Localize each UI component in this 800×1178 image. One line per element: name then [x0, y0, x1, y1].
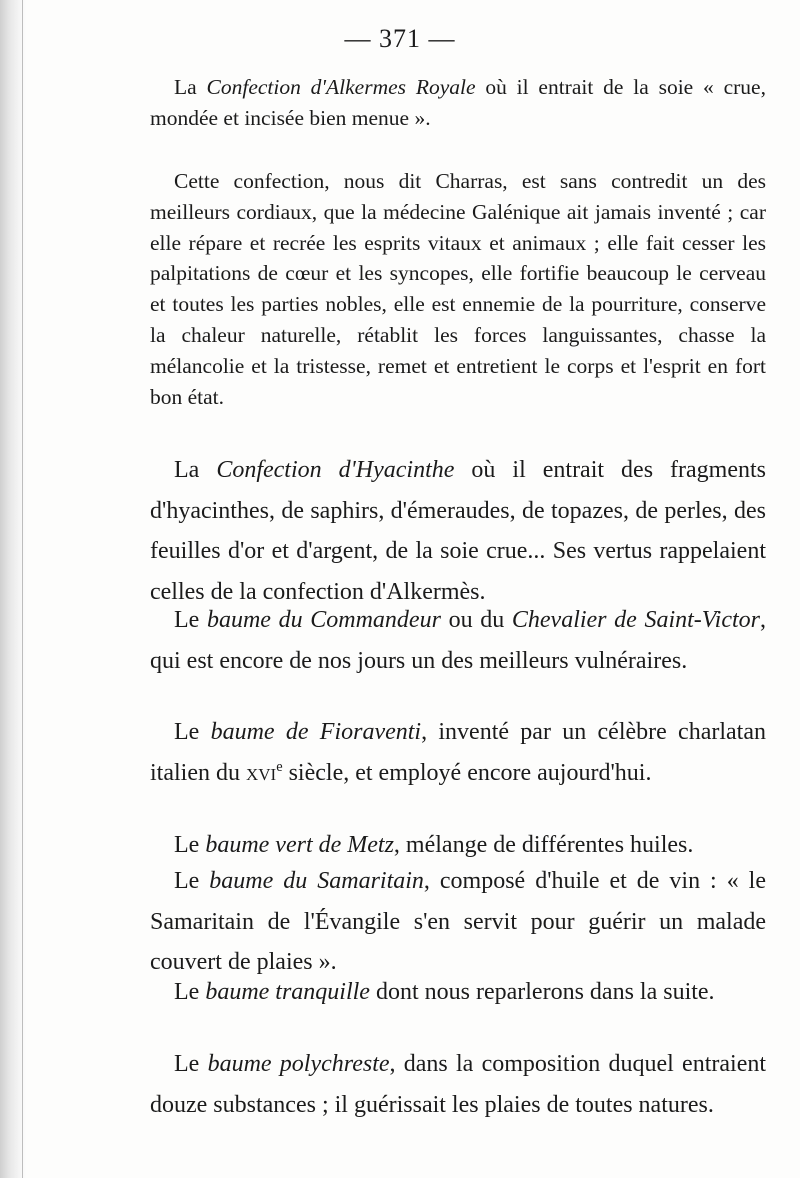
hyacinthe-title: Confection d'Hyacinthe	[216, 457, 455, 483]
saint-victor-title: Chevalier de Saint-Victor	[511, 607, 761, 633]
paragraph-alkermes-end: où il entrait de la soie « crue, mondée et incisée bien menue ».	[150, 75, 766, 130]
commandeur-title: baume du Commandeur	[206, 607, 441, 633]
paragraph-alkermes-start: La	[174, 75, 207, 99]
polychreste-title: baume polychreste	[207, 1051, 390, 1077]
paragraph-polychreste	[150, 1044, 766, 1125]
paragraph-commandeur-start: Le	[174, 607, 207, 633]
paragraph-commandeur-mid: ou du	[440, 607, 512, 633]
paragraph-commandeur-end: , qui est encore de nos jours un des meilleurs vulnéraires.	[150, 607, 767, 674]
page-number: — 371 —	[344, 24, 456, 53]
paragraph-metz-end: , mélange de différentes huiles.	[393, 832, 694, 858]
century-numeral: xvi	[245, 759, 277, 786]
fioraventi-title: baume de Fioraventi	[210, 719, 422, 745]
paragraph-tranquille-end: dont nous reparlerons dans la suite.	[369, 979, 715, 1005]
paragraph-samaritain-end: , composé d'huile et de vin : « le Samaritain de l'Évangile s'en servit pour guérir un malade couvert de plaies ».	[150, 868, 766, 976]
paragraph-tranquille-start: Le	[174, 979, 206, 1005]
paragraph-samaritain	[150, 861, 766, 983]
paragraph-fioraventi	[150, 712, 766, 793]
alkermes-title: Confection d'Alkermes Royale	[206, 75, 476, 99]
paragraph-fioraventi-mid: , inventé par un célèbre charlatan italien du	[150, 719, 766, 786]
paragraph-commandeur	[150, 600, 766, 681]
page-spine-edge	[22, 0, 23, 1178]
paragraph-polychreste-start: Le	[174, 1051, 208, 1077]
paragraph-samaritain-start: Le	[174, 868, 210, 894]
paragraph-polychreste-end: , dans la composition duquel entraient douze substances ; il guérissait les plaies de toutes natures.	[150, 1051, 767, 1118]
paragraph-hyacinthe-end: où il entrait des fragments d'hyacinthes, de saphirs, d'émeraudes, de topazes, de perles, des feuilles d'or et d'argent, de la soie crue... Ses vertus rappelaient celles de la confection d'Alkermès.	[150, 457, 767, 605]
paragraph-metz	[150, 825, 766, 866]
paragraph-alkermes	[150, 72, 766, 134]
paragraph-fioraventi-start: Le	[174, 719, 211, 745]
paragraph-fioraventi-end: siècle, et employé encore aujourd'hui.	[282, 759, 652, 786]
metz-title: baume vert de Metz	[205, 832, 394, 858]
samaritain-title: baume du Samaritain	[209, 868, 424, 894]
paragraph-metz-start: Le	[174, 832, 206, 858]
paragraph-hyacinthe-start: La	[174, 457, 217, 483]
paragraph-hyacinthe	[150, 450, 766, 612]
century-superscript: e	[276, 758, 283, 775]
tranquille-title: baume tranquille	[205, 979, 370, 1005]
paragraph-tranquille	[150, 972, 766, 1013]
paragraph-charras-quote: Cette confection, nous dit Charras, est sans contredit un des meilleurs cordiaux, que la médecine Galénique ait jamais inventé ; car elle répare et recrée les esprits vitaux et animaux ; elle fait cesser les palpitations de cœur et les syncopes, elle fortifie beaucoup le cerveau et toutes les parties nobles, elle est ennemie de la pourriture, conserve la chaleur naturelle, rétablit les forces languissantes, chasse la mélancolie et la tristesse, remet et entretient le corps et l'esprit en fort bon état.	[150, 169, 766, 409]
